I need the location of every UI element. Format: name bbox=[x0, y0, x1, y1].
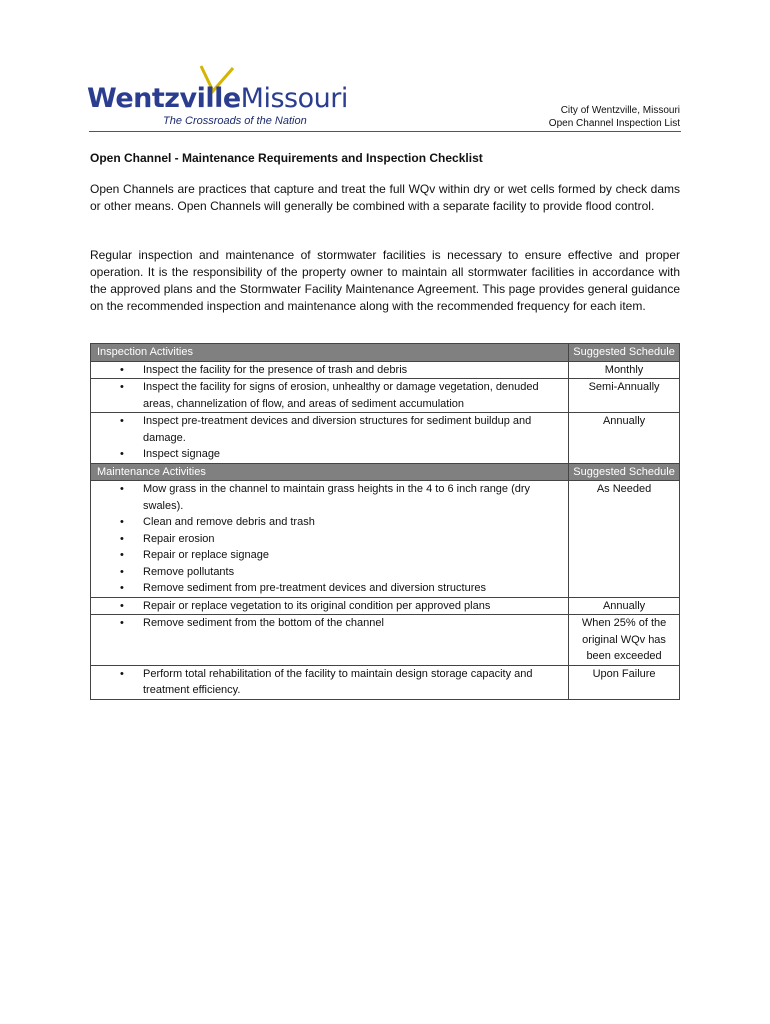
activity-item: • Remove sediment from pre-treatment devices and diversion structures bbox=[91, 580, 568, 597]
purpose-paragraph: Regular inspection and maintenance of stormwater facilities is necessary to ensure effective and proper operation. It is the responsibility of the property owner to maintain all stormwater facilities in accordance with the approved plans and the Stormwater Facility Maintenance Agreement. This page provides general guidance on the recommended inspection and maintenance along with the recommended frequency for each item. bbox=[90, 248, 680, 313]
maintenance-schedule-cell: As Needed bbox=[569, 481, 680, 598]
maintenance-schedule-cell: When 25% of the original WQv has been exceeded bbox=[569, 615, 680, 666]
maintenance-activity-list bbox=[91, 481, 568, 597]
maintenance-activity-cell bbox=[91, 615, 569, 666]
maintenance-row bbox=[91, 597, 680, 615]
inspection-activity-cell bbox=[91, 379, 569, 413]
checklist-table bbox=[90, 343, 680, 700]
header-doc-name: Open Channel Inspection List bbox=[548, 118, 680, 129]
maintenance-row bbox=[91, 665, 680, 699]
inspection-heading: Inspection Activities bbox=[91, 344, 569, 362]
logo-wordmark bbox=[87, 84, 348, 114]
activity-item: • Remove sediment from the bottom of the channel bbox=[91, 615, 568, 632]
checklist-body bbox=[91, 344, 680, 700]
maintenance-schedule-cell: Upon Failure bbox=[569, 665, 680, 699]
activity-item: • Clean and remove debris and trash bbox=[91, 514, 568, 531]
city-logo bbox=[87, 64, 348, 130]
maintenance-activity-cell bbox=[91, 665, 569, 699]
inspection-schedule-cell: Semi-Annually bbox=[569, 379, 680, 413]
intro-paragraph: Open Channels are practices that capture and treat the full WQv within dry or wet cells formed by check dams or other means. Open Channels will generally be combined with a separate facility to provide flood control. bbox=[90, 182, 680, 213]
activity-item: • Perform total rehabilitation of the facility to maintain design storage capacity and treatment efficiency. bbox=[91, 666, 568, 699]
logo-tagline: The Crossroads of the Nation bbox=[163, 115, 307, 127]
activity-item: • Repair or replace vegetation to its original condition per approved plans bbox=[91, 598, 568, 615]
maintenance-section-header bbox=[91, 463, 680, 481]
maintenance-activity-list bbox=[91, 615, 568, 632]
inspection-activity-list bbox=[91, 413, 568, 463]
header-divider bbox=[89, 131, 681, 132]
maintenance-activity-cell bbox=[91, 481, 569, 598]
inspection-schedule-cell: Monthly bbox=[569, 361, 680, 379]
logo-city: Wentzville bbox=[87, 83, 241, 114]
maintenance-row bbox=[91, 481, 680, 598]
activity-item: • Repair or replace signage bbox=[91, 547, 568, 564]
logo-state: Missouri bbox=[240, 83, 348, 114]
maintenance-schedule-heading: Suggested Schedule bbox=[569, 463, 680, 481]
inspection-schedule-heading: Suggested Schedule bbox=[569, 344, 680, 362]
activity-item: • Remove pollutants bbox=[91, 564, 568, 581]
activity-item: • Inspect pre-treatment devices and diversion structures for sediment buildup and damage. bbox=[91, 413, 568, 446]
activity-item: • Mow grass in the channel to maintain grass heights in the 4 to 6 inch range (dry swales). bbox=[91, 481, 568, 514]
inspection-section-header bbox=[91, 344, 680, 362]
inspection-activity-list bbox=[91, 362, 568, 379]
inspection-row bbox=[91, 379, 680, 413]
inspection-activity-cell bbox=[91, 413, 569, 464]
maintenance-activity-list bbox=[91, 598, 568, 615]
document-title: Open Channel - Maintenance Requirements and Inspection Checklist bbox=[90, 151, 483, 165]
inspection-row bbox=[91, 413, 680, 464]
activity-item: • Repair erosion bbox=[91, 531, 568, 548]
activity-item: • Inspect signage bbox=[91, 446, 568, 463]
maintenance-heading: Maintenance Activities bbox=[91, 463, 569, 481]
maintenance-schedule-cell: Annually bbox=[569, 597, 680, 615]
inspection-activity-list bbox=[91, 379, 568, 412]
activity-item: • Inspect the facility for signs of erosion, unhealthy or damage vegetation, denuded areas, channelization of flow, and areas of sediment accumulation bbox=[91, 379, 568, 412]
inspection-schedule-cell: Annually bbox=[569, 413, 680, 464]
inspection-activity-cell bbox=[91, 361, 569, 379]
maintenance-activity-cell bbox=[91, 597, 569, 615]
header-city: City of Wentzville, Missouri bbox=[560, 105, 680, 116]
maintenance-activity-list bbox=[91, 666, 568, 699]
page-header-info bbox=[549, 104, 680, 130]
maintenance-row bbox=[91, 615, 680, 666]
activity-item: • Inspect the facility for the presence of trash and debris bbox=[91, 362, 568, 379]
inspection-row bbox=[91, 361, 680, 379]
